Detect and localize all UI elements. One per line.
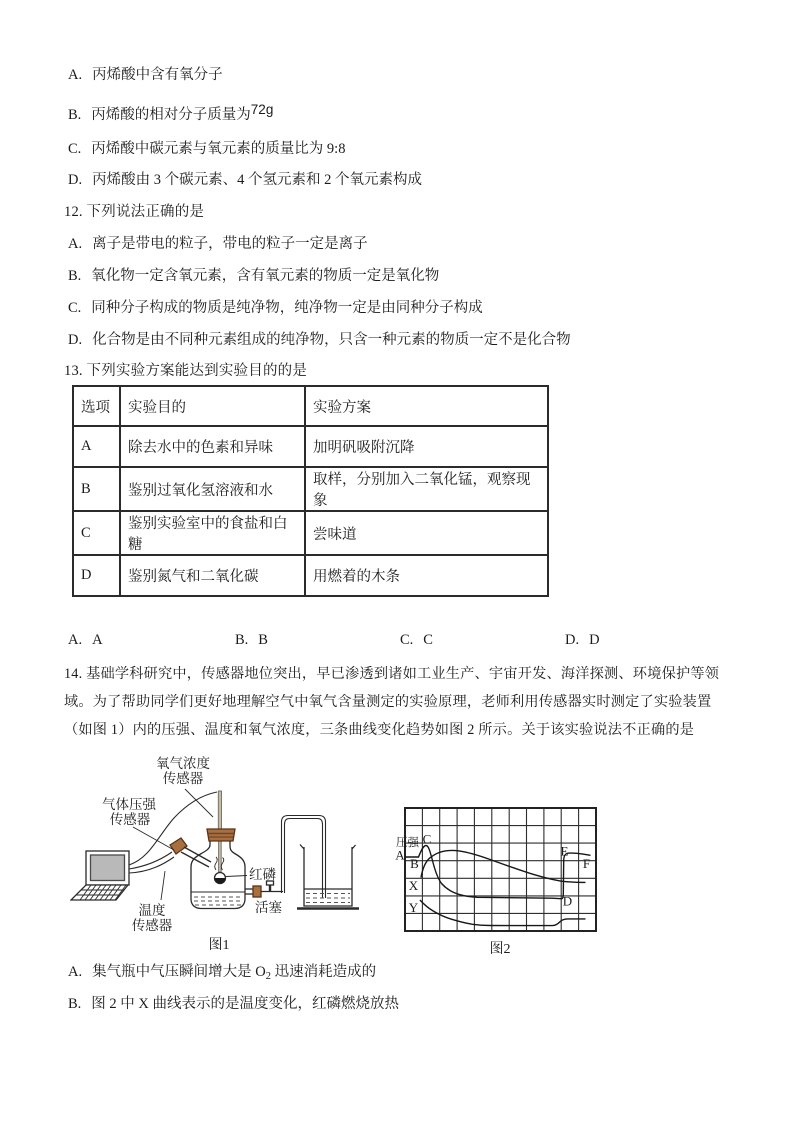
option-text: C — [423, 632, 433, 648]
cell-purpose: 鉴别实验室中的食盐和白糖 — [120, 511, 305, 555]
point-label-A: A — [395, 847, 405, 863]
table-row — [73, 511, 548, 555]
cell-purpose: 鉴别过氧化氢溶液和水 — [120, 467, 305, 511]
option-text: 图 2 中 X 曲线表示的是温度变化，红磷燃烧放热 — [91, 996, 400, 1012]
option-label: B. — [68, 107, 82, 123]
q14-stem-line-1: 14. 基础学科研究中，传感器地位突出，早已渗透到诸如工业生产、宇宙开发、海洋探测、环境保护等领 — [64, 666, 720, 682]
answer-choice-b — [235, 632, 268, 649]
beaker-water — [306, 894, 350, 903]
figure2-caption: 图2 — [489, 942, 511, 957]
cell-plan: 取样，分别加入二氧化锰，观察现象 — [305, 467, 548, 511]
side-tube — [245, 886, 283, 897]
q12-stem: 12. 下列说法正确的是 — [64, 204, 205, 220]
q11-option-a — [68, 67, 223, 84]
curve-label-Y: Y — [408, 900, 419, 915]
option-label: A. — [68, 964, 83, 980]
option-text: D — [589, 632, 600, 648]
option-text: 丙烯酸中碳元素与氧元素的质量比为 9:8 — [91, 141, 346, 157]
point-label-D: D — [562, 893, 573, 909]
option-label: B. — [235, 632, 249, 648]
laptop-screen — [91, 855, 125, 881]
q11-option-b — [68, 102, 274, 124]
point-label-B: B — [410, 856, 419, 871]
cell-option: D — [73, 555, 120, 596]
option-label: D. — [68, 332, 83, 348]
curve-label-X: X — [408, 878, 419, 893]
option-text: 离子是带电的粒子，带电的粒子一定是离子 — [92, 236, 368, 252]
option-label: B. — [68, 996, 82, 1012]
pressure-sensor-label: 气体压强 — [102, 797, 156, 812]
q14-stem-line-3: （如图 1）内的压强、温度和氧气浓度，三条曲线变化趋势如图 2 所示。关于该实验说法不正确的是 — [64, 722, 695, 738]
answer-choice-a — [68, 632, 103, 649]
q12-option-c — [68, 300, 483, 317]
laptop — [71, 851, 129, 900]
answer-choice-d — [565, 632, 600, 649]
option-text: 迅速消耗造成的 — [270, 964, 377, 980]
beaker — [297, 845, 359, 909]
figure2-chart — [393, 800, 605, 965]
temp-sensor-label: 温度 — [138, 903, 166, 918]
option-label: A. — [68, 632, 83, 648]
option-text: 丙烯酸的相对分子质量为 — [91, 107, 251, 123]
cell-option: A — [73, 426, 120, 467]
q12-option-b — [68, 268, 439, 285]
option-text: 同种分子构成的物质是纯净物，纯净物一定是由同种分子构成 — [91, 300, 483, 316]
q13-table — [72, 385, 549, 597]
oxygen-sensor-rod — [218, 791, 221, 829]
cell-purpose: 除去水中的色素和异味 — [120, 426, 305, 467]
subscript: 2 — [265, 971, 271, 982]
piston-label: 活塞 — [255, 900, 282, 915]
option-text: A — [92, 632, 103, 648]
chart-border — [405, 808, 596, 931]
option-text: 氧化物一定含氧元素，含有氧元素的物质一定是氧化物 — [91, 268, 440, 284]
oxygen-sensor-label: 氧气浓度 — [156, 756, 210, 771]
option-label: A. — [68, 67, 83, 83]
temp-sensor-label: 传感器 — [131, 918, 173, 933]
option-text: 化合物是由不同种元素组成的纯净物，只含一种元素的物质一定不是化合物 — [92, 332, 571, 348]
header-option: 选项 — [73, 386, 120, 426]
point-label-F: F — [582, 856, 591, 871]
option-text: 集气瓶中气压瞬间增大是 O — [92, 964, 266, 980]
table-row — [73, 555, 548, 596]
cell-plan: 尝味道 — [305, 511, 548, 555]
table-row — [73, 467, 548, 511]
cell-option: C — [73, 511, 120, 555]
spoon-handle — [219, 841, 222, 872]
option-text: 丙烯酸由 3 个碳元素、4 个氢元素和 2 个氧元素构成 — [92, 172, 422, 188]
q14-stem-line-2: 域。为了帮助同学们更好地理解空气中氧气含量测定的实验原理，老师利用传感器实时测定了实验装置 — [64, 694, 712, 710]
option-label: C. — [400, 632, 414, 648]
option-label: C. — [68, 300, 82, 316]
cell-option: B — [73, 467, 120, 511]
cell-purpose: 鉴别氮气和二氧化碳 — [120, 555, 305, 596]
figure1-apparatus — [70, 748, 370, 960]
smoke-squiggle — [215, 857, 218, 870]
q12-option-d — [68, 332, 571, 349]
q11-option-c — [68, 141, 345, 158]
option-label: D. — [565, 632, 580, 648]
q13-stem: 13. 下列实验方案能达到实验目的的是 — [64, 363, 308, 379]
answer-choice-c — [400, 632, 433, 649]
q14-option-a — [68, 964, 376, 985]
q11-option-d — [68, 172, 422, 189]
red-phosphorus-label: 红磷 — [249, 867, 276, 882]
header-plan: 实验方案 — [305, 386, 548, 426]
side-stopper — [170, 838, 211, 867]
top-stopper — [207, 829, 235, 841]
option-label: A. — [68, 236, 83, 252]
bottle-water — [191, 892, 245, 905]
header-purpose: 实验目的 — [120, 386, 305, 426]
cell-plan: 用燃着的木条 — [305, 555, 548, 596]
option-text-raised: 72g — [250, 102, 274, 117]
q14-option-b — [68, 996, 399, 1013]
figure1-caption: 图1 — [208, 938, 230, 953]
option-text: B — [258, 632, 268, 648]
table-header-row — [73, 386, 548, 426]
chart-grid — [405, 808, 596, 931]
q12-option-a — [68, 236, 368, 253]
option-text: 丙烯酸中含有氧分子 — [92, 67, 223, 83]
option-label: B. — [68, 268, 82, 284]
point-label-C: C — [422, 831, 432, 847]
cell-plan: 加明矾吸附沉降 — [305, 426, 548, 467]
piston-valve — [267, 881, 274, 892]
table-row — [73, 426, 548, 467]
chart-y-axis-label: 压强 — [396, 837, 419, 849]
oxygen-sensor-label: 传感器 — [162, 771, 204, 786]
option-label: C. — [68, 141, 82, 157]
point-label-E: E — [560, 843, 569, 859]
pressure-sensor-label: 传感器 — [109, 812, 151, 827]
option-label: D. — [68, 172, 83, 188]
